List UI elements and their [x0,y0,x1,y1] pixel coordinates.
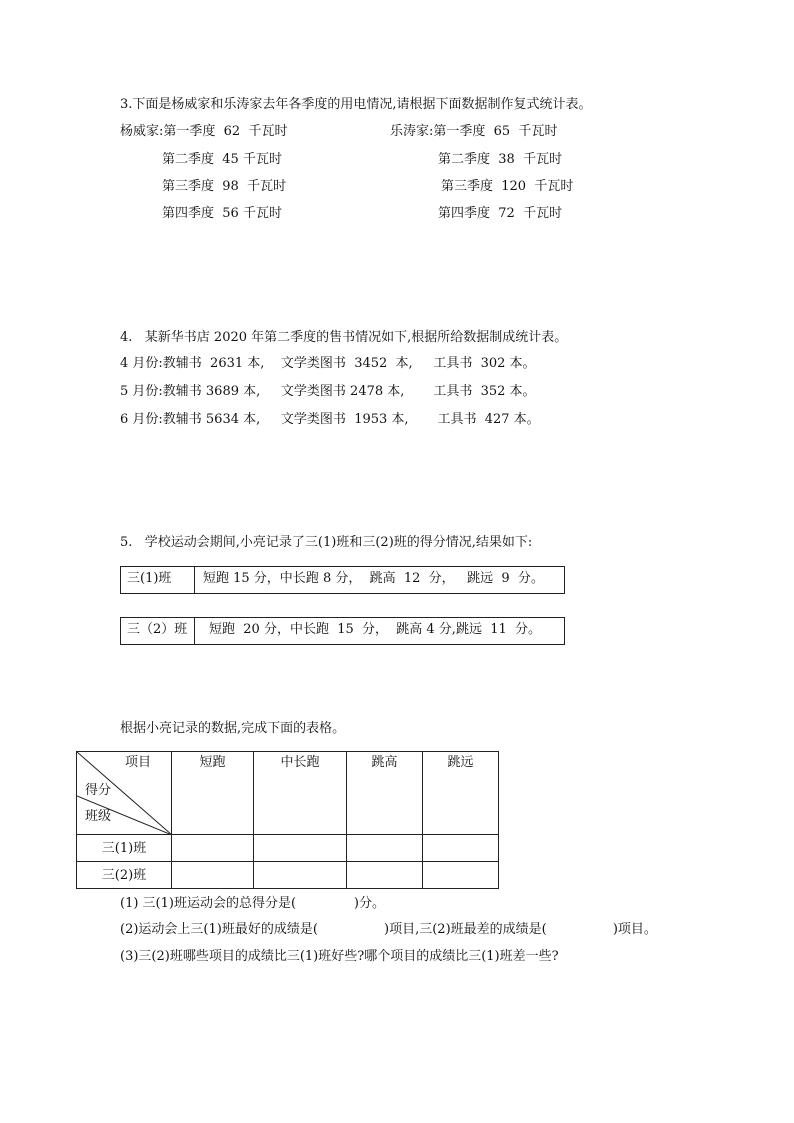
class1-record-content: 短跑 15 分，中长跑 8 分， 跳高 12 分， 跳远 9 分。 [203,571,544,586]
diagonal-header-cell [77,752,172,835]
class1-record-box [120,566,565,594]
q3-yang-q2: 第二季度 45 千瓦时 [162,152,282,167]
q5-instruction: 根据小亮记录的数据,完成下面的表格。 [120,721,346,736]
q3-le-q4: 第四季度 72 千瓦时 [438,206,563,221]
q5-title: 5. 学校运动会期间,小亮记录了三(1)班和三(2)班的得分情况,结果如下: [120,535,533,550]
diag-score-label: 得分 [85,783,112,798]
class2-record-box [120,617,565,645]
q4-line-april: 4 月份:教辅书 2631 本, 文学类图书 3452 本, 工具书 302 本。 [120,356,536,371]
class1-record-label: 三(1)班 [127,571,172,586]
class2-record-content: 短跑 20 分，中长跑 15 分， 跳高 4 分,跳远 11 分。 [209,622,542,637]
class2-record-label: 三（2）班 [127,622,188,637]
cell-blank[interactable] [172,862,254,889]
row-label-class1: 三(1)班 [77,835,172,862]
q4-line-may: 5 月份:教辅书 3689 本, 文学类图书 2478 本, 工具书 352 本。 [120,384,536,399]
cell-blank[interactable] [254,862,347,889]
q3-title: 3.下面是杨威家和乐涛家去年各季度的用电情况,请根据下面数据制作复式统计表。 [120,97,592,112]
row-label-class2: 三(2)班 [77,862,172,889]
cell-blank[interactable] [254,835,347,862]
question-1: (1) 三(1)班运动会的总得分是( )分。 [120,896,385,911]
header-middle-distance: 中长跑 [254,752,347,835]
cell-blank[interactable] [423,862,499,889]
diag-class-label: 班级 [85,809,112,824]
cell-blank[interactable] [423,835,499,862]
header-high-jump: 跳高 [347,752,423,835]
q3-le-q1: 乐涛家:第一季度 65 千瓦时 [390,124,558,139]
q3-le-q3: 第三季度 120 千瓦时 [441,179,574,194]
question-3: (3)三(2)班哪些项目的成绩比三(1)班好些?哪个项目的成绩比三(1)班差一些? [120,949,559,964]
header-sprint: 短跑 [172,752,254,835]
question-2: (2)运动会上三(1)班最好的成绩是( )项目,三(2)班最差的成绩是( )项目。 [120,922,657,937]
diag-item-label: 项目 [125,755,152,770]
q4-line-june: 6 月份:教辅书 5634 本, 文学类图书 1953 本, 工具书 427 本。 [120,412,540,427]
score-table [76,751,499,889]
q3-yang-q4: 第四季度 56 千瓦时 [162,206,282,221]
q3-yang-q3: 第三季度 98 千瓦时 [162,179,287,194]
header-long-jump: 跳远 [423,752,499,835]
q3-yang-q1: 杨威家:第一季度 62 千瓦时 [120,124,288,139]
cell-blank[interactable] [347,835,423,862]
cell-blank[interactable] [172,835,254,862]
q3-le-q2: 第二季度 38 千瓦时 [438,152,563,167]
q4-title: 4. 某新华书店 2020 年第二季度的售书情况如下,根据所给数据制成统计表。 [120,330,568,345]
cell-blank[interactable] [347,862,423,889]
